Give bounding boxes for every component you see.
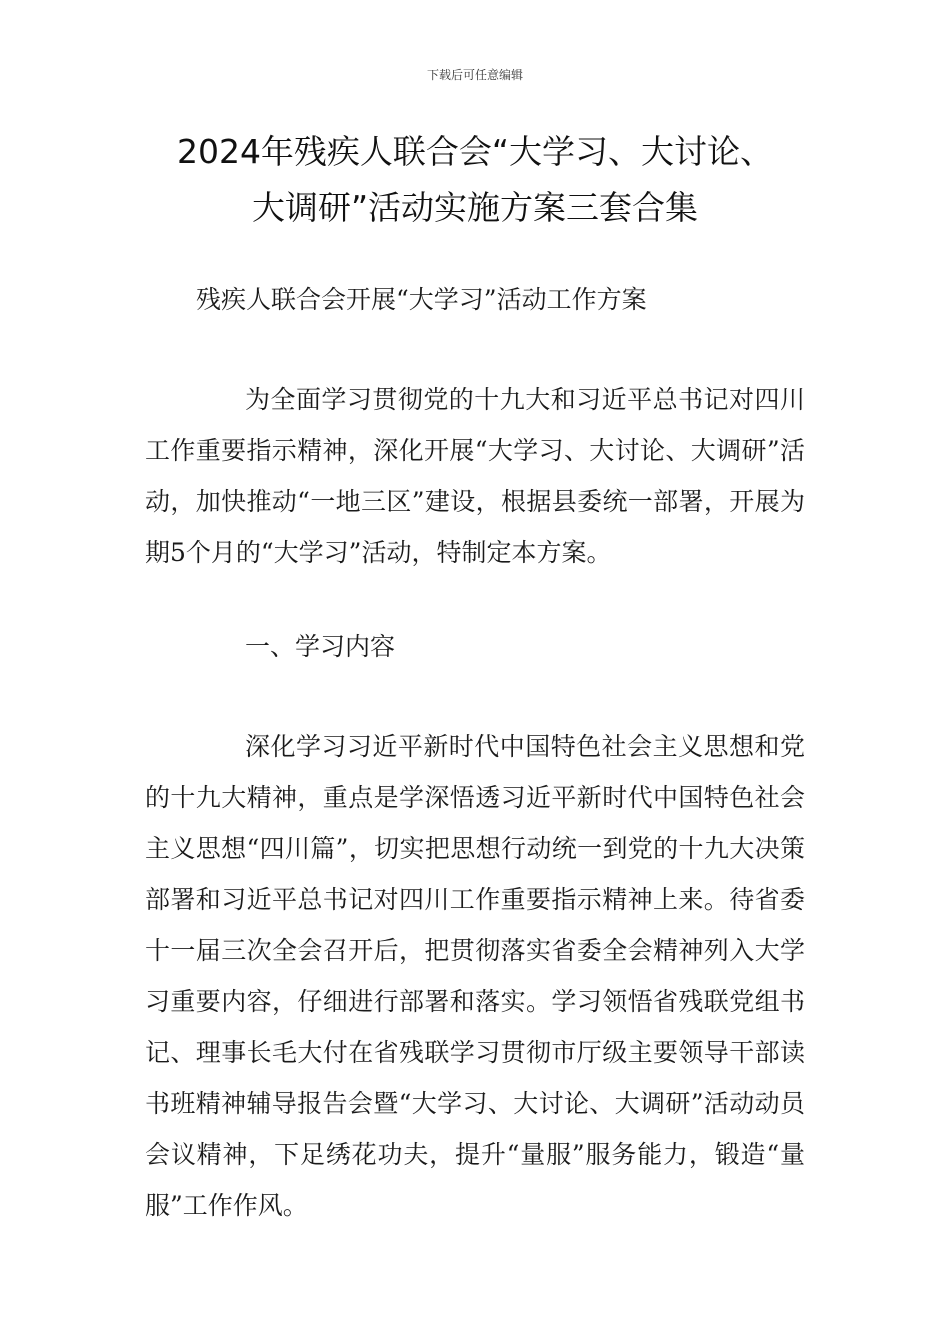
section-heading-learning-content: 一、学习内容	[245, 632, 396, 661]
header-note: 下载后可任意编辑	[426, 68, 523, 82]
paragraph-learning-content: 深化学习习近平新时代中国特色社会主义思想和党的十九大精神，重点是学深悟透习近平新时代中国特色社会主义思想“四川篇”，切实把思想行动统一到党的十九大决策部署和习近平总书记对四川工作重要指示精神上来。待省委十一届三次全会召开后，把贯彻落实省委全会精神列入大学习重要内容，仔细进行部署和落实。学习领悟省残联党组书记、理事长毛大付在省残联学习贯彻市厅级主要领导干部读书班精神辅导报告会暨“大学习、大讨论、大调研”活动动员会议精神，下足绣花功夫，提升“量服”服务能力，锻造“量服”工作作风。	[145, 732, 805, 1220]
title-line-1: 2024年残疾人联合会“大学习、大讨论、	[176, 132, 774, 171]
paragraph-intro: 为全面学习贯彻党的十九大和习近平总书记对四川工作重要指示精神，深化开展“大学习、大讨论、大调研”活动，加快推动“一地三区”建设，根据县委统一部署，开展为期5个月的“大学习”活动，特制定本方案。	[145, 385, 805, 567]
document-title	[100, 124, 850, 236]
document-subtitle: 残疾人联合会开展“大学习”活动工作方案	[196, 285, 647, 314]
title-line-2: 大调研”活动实施方案三套合集	[251, 188, 699, 227]
